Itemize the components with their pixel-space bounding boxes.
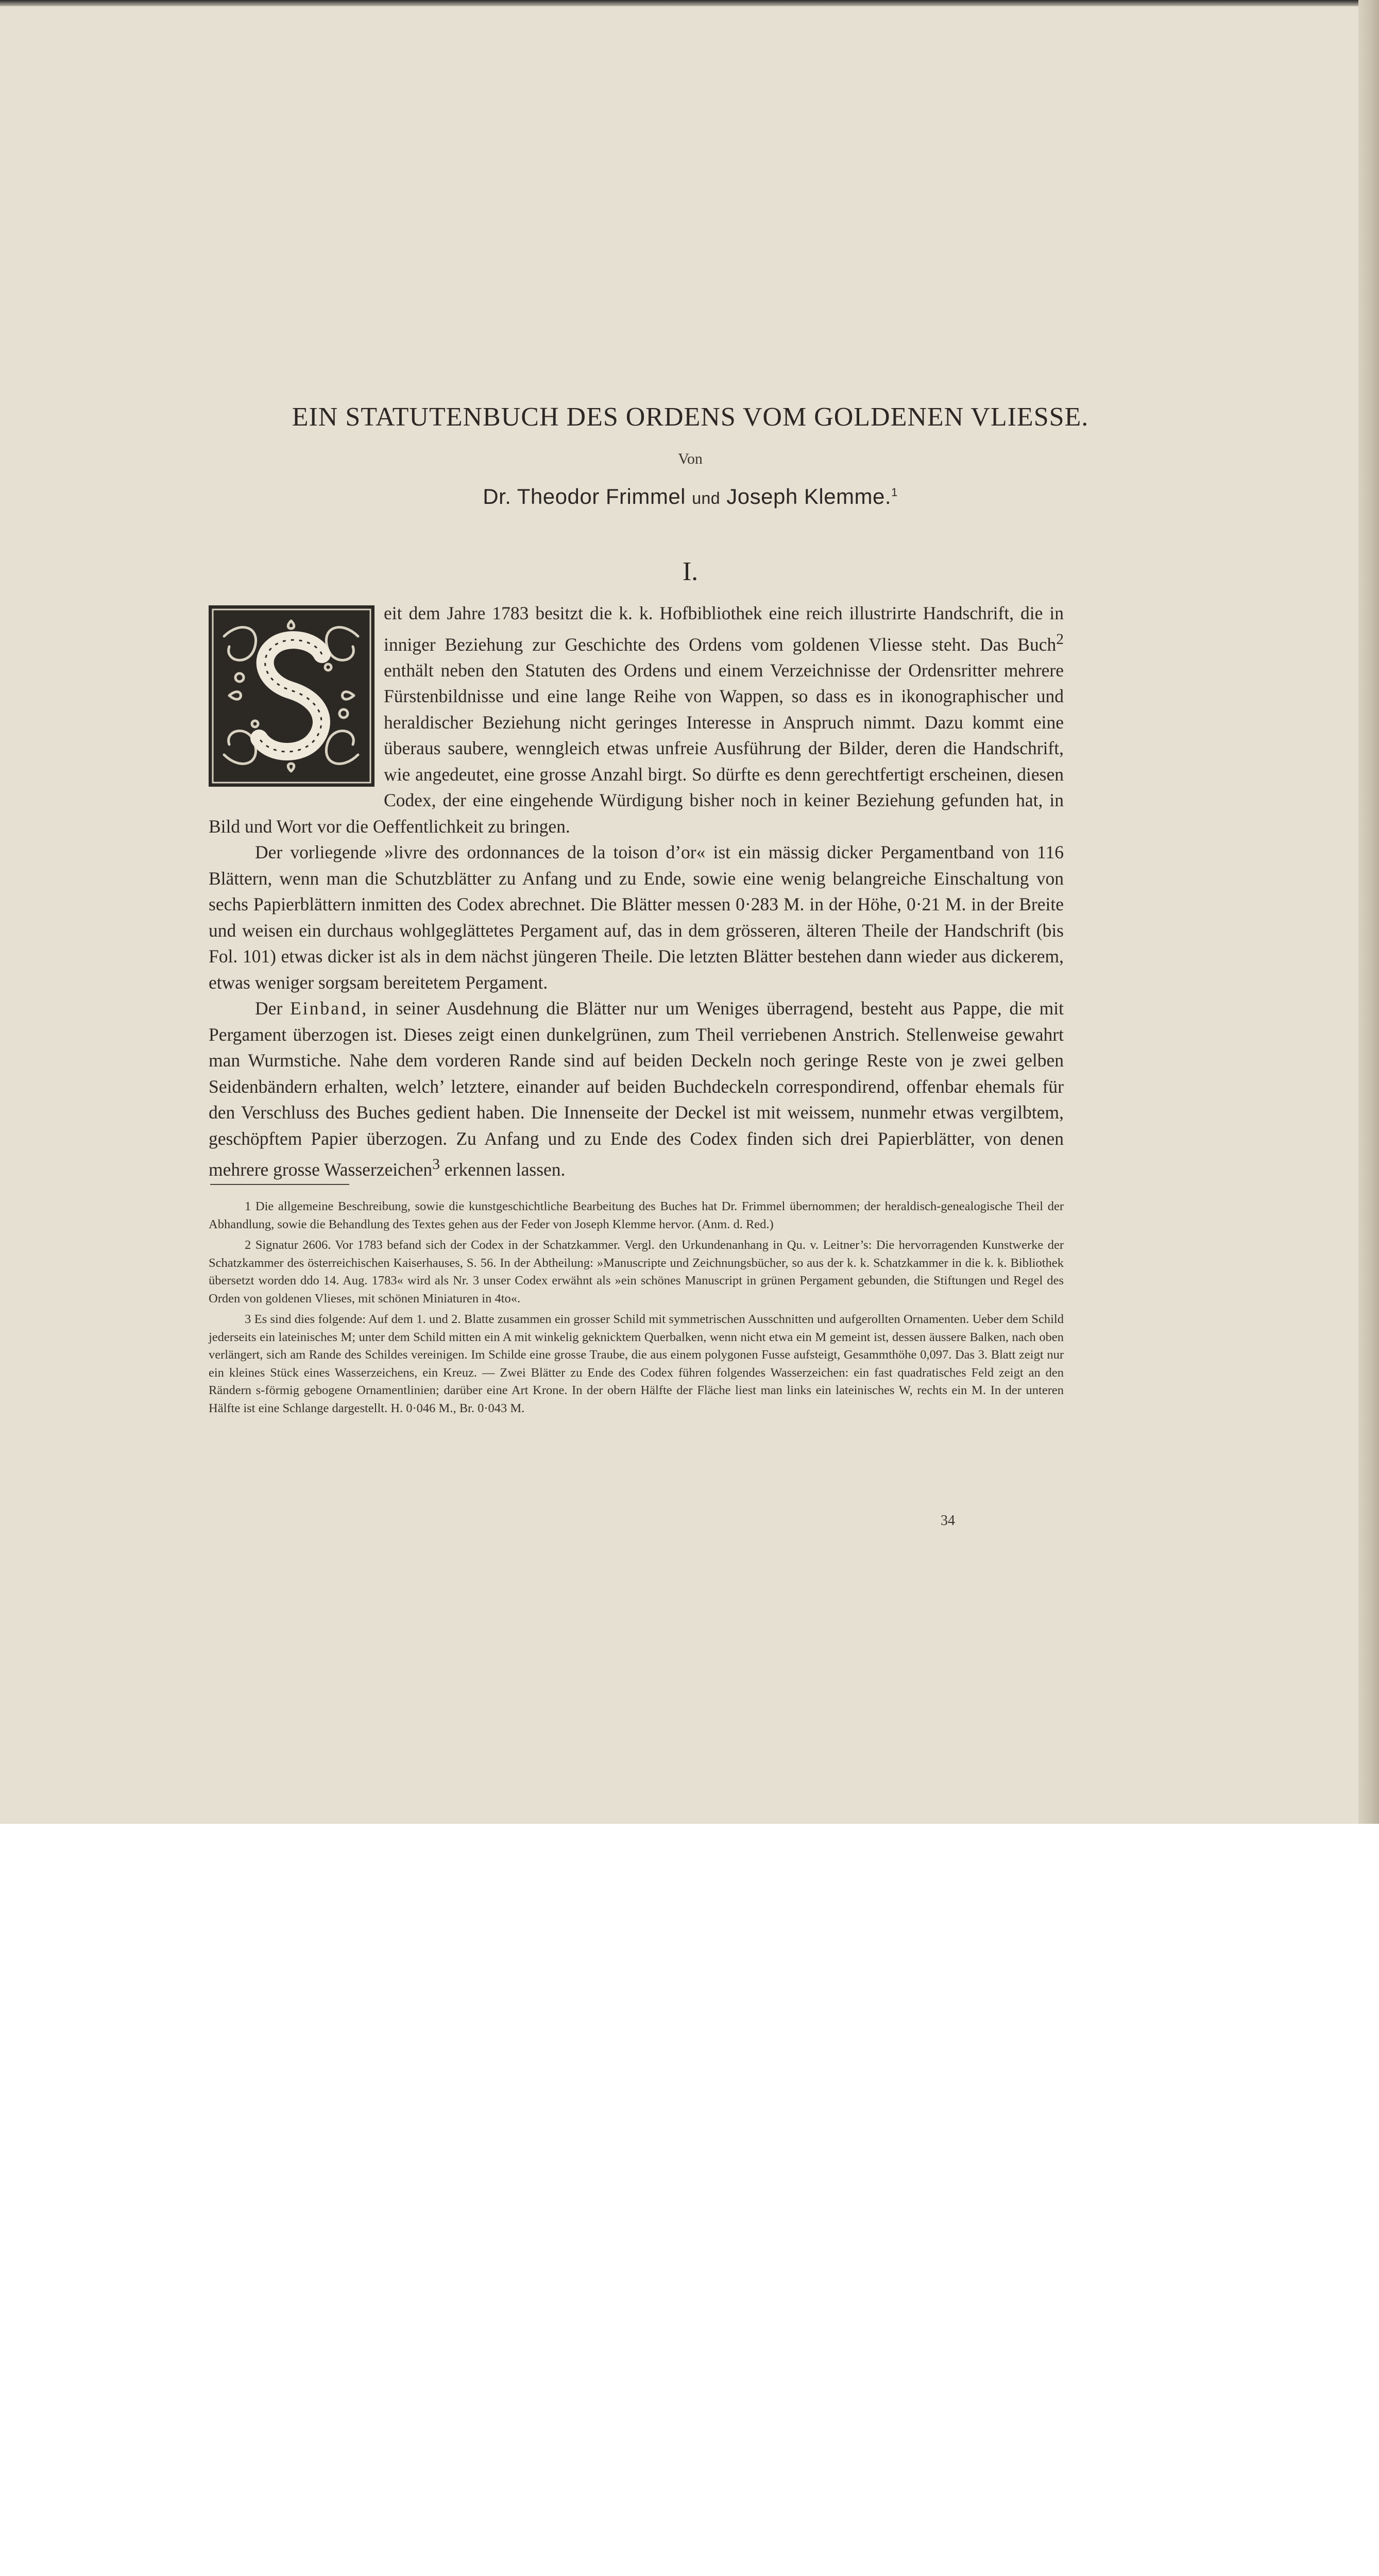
footnote-mark-2: 2	[1056, 631, 1064, 648]
article-title: EIN STATUTENBUCH DES ORDENS VOM GOLDENEN VLIESSE.	[292, 402, 1089, 432]
paragraph-3-text: , in seiner Ausdehnung die Blätter nur um Weniges überragend, besteht aus Pappe, die mit Pergament überzogen ist. Dieses zeigt einen dunkelgrünen, zum Theil verriebenen Anstrich. Stellenweise gewahrt man Wurmstiche. Nahe dem vorderen Rande sind auf beiden Deckeln noch geringe Reste von je zwei gelben Seidenbändern erhalten, welch’ letztere, einander auf beiden Buchdeckeln correspondirend, offenbar ehemals für den Verschluss des Buches gedient haben. Die Innenseite der Deckel ist mit weissem, nunmehr etwas vergilbtem, geschöpftem Papier überzogen. Zu Anfang und zu Ende des Codex finden sich drei Papierblätter, von denen mehrere grosse Wasserzeichen	[209, 998, 1064, 1180]
scan-edge-top	[0, 0, 1379, 6]
paragraph-1-text: eit dem Jahre 1783 besitzt die k. k. Hofbibliothek eine reich illustrirte Handschrift, die in inniger Beziehung zur Geschichte des Ordens vom goldenen Vliesse steht. Das Buch	[384, 603, 1064, 655]
viewer-footer	[0, 1824, 1379, 1924]
footnotes	[209, 1198, 1064, 1420]
body-text	[209, 600, 1064, 1183]
page-number: 34	[941, 1513, 955, 1529]
footnote-1: 1 Die allgemeine Beschreibung, sowie die kunstgeschichtliche Bearbeitung des Buches hat Dr. Frimmel übernommen; der heraldisch-genealogische Theil der Abhandlung, sowie die Behandlung des Textes gehen aus der Feder von Joseph Klemme hervor. (Anm. d. Red.)	[209, 1199, 1064, 1231]
author-2: Joseph Klemme.	[726, 484, 892, 509]
paragraph-3-spaced-term: Einband	[290, 998, 362, 1019]
paragraph-2: Der vorliegende »livre des ordonnances de la toison d’or« ist ein mässig dicker Pergamentband von 116 Blättern, wenn man die Schutzblätter zu Anfang und zu Ende, sowie eine wenig belangreiche Einschaltung von sechs Papierblättern inmitten des Codex abrechnet. Die Blätter messen 0·283 M. in der Höhe, 0·21 M. in der Breite und weisen ein durchaus wohlgeglättetes Pergament auf, das in dem grösseren, älteren Theile der Handschrift (bis Fol. 101) etwas dicker ist als in dem nächst jüngeren Theile. Die letzten Blätter bestehen dann wieder aus dickerem, etwas weniger sorgsam bereitetem Pergament.	[209, 842, 1064, 993]
authors-line	[309, 484, 1071, 509]
footnote-mark-3: 3	[432, 1156, 440, 1173]
ornamental-initial-s-icon	[209, 605, 374, 787]
author-joiner: und	[692, 489, 721, 507]
byline-von: Von	[678, 450, 703, 467]
author-footnote-mark: 1	[891, 486, 898, 499]
footnote-rule	[210, 1184, 349, 1185]
footnote-3: 3 Es sind dies folgende: Auf dem 1. und 2. Blatte zusammen ein grosser Schild mit symmetrischen Ausschnitten und aufgerollten Ornamenten. Ueber dem Schild jederseits ein lateinisches M; unter dem Schild mitten ein A mit winkelig geknicktem Querbalken, wenn nicht etwa ein M gemeint ist, dessen äussere Balken, nach oben verlängert, sich am Rande des Schildes vereinigen. Im Schilde eine grosse Traube, die aus einem polygonen Fusse aufsteigt, Gesammthöhe 0,097. Das 3. Blatt zeigt nur ein kleines Stück eines Wasserzeichens, ein Kreuz. — Zwei Blätter zu Ende des Codex führen folgendes Wasserzeichen: ein fast quadratisches Feld zeigt an den Rändern s-förmig gebogene Ornamentlinien; darüber eine Art Krone. In der obern Hälfte der Fläche liest man links ein lateinisches W, rechts ein M. In der unteren Hälfte ist eine Schlange dargestellt. H. 0·046 M., Br. 0·043 M.	[209, 1312, 1064, 1415]
paragraph-3-end: erkennen lassen.	[439, 1159, 566, 1180]
section-numeral: I.	[682, 557, 699, 586]
scan-edge-right	[1358, 0, 1379, 1824]
paragraph-1-rest: enthält neben den Statuten des Ordens und einem Verzeichnisse der Ordensritter mehrere Fürstenbildnisse und eine lange Reihe von Wappen, so dass es in ikonographischer und heraldischer Beziehung nicht geringes Interesse in Anspruch nimmt. Dazu kommt eine überaus saubere, wenngleich etwas unfreie Ausführung der Bilder, deren die Handschrift, wie angedeutet, eine grosse Anzahl birgt. So dürfte es denn gerechtfertigt erscheinen, diesen Codex, der eine eingehende Würdigung bisher noch in keiner Beziehung gefunden hat, in Bild und Wort vor die Oeffentlichkeit zu bringen.	[209, 659, 1064, 837]
paragraph-3-lead: Der	[255, 998, 291, 1019]
author-1: Dr. Theodor Frimmel	[483, 484, 686, 509]
paragraph-3	[209, 995, 1064, 1182]
footnote-2: 2 Signatur 2606. Vor 1783 befand sich der Codex in der Schatzkammer. Vergl. den Urkundenanhang in Qu. v. Leitner’s: Die hervorragenden Kunstwerke der Schatzkammer des österreichischen Kaiserhauses, S. 56. In der Abtheilung: »Manuscripte und Zeichnungsbücher, so aus der k. k. Schatzkammer in die k. k. Bibliothek übersetzt worden ddo 14. Aug. 1783« wird als Nr. 3 unser Codex erwähnt als »ein schönes Manuscript in grünen Pergament gebunden, die Stiftungen und Regel des Orden von goldenen Vlieses, mit schönen Miniaturen in 4to«.	[209, 1238, 1064, 1306]
